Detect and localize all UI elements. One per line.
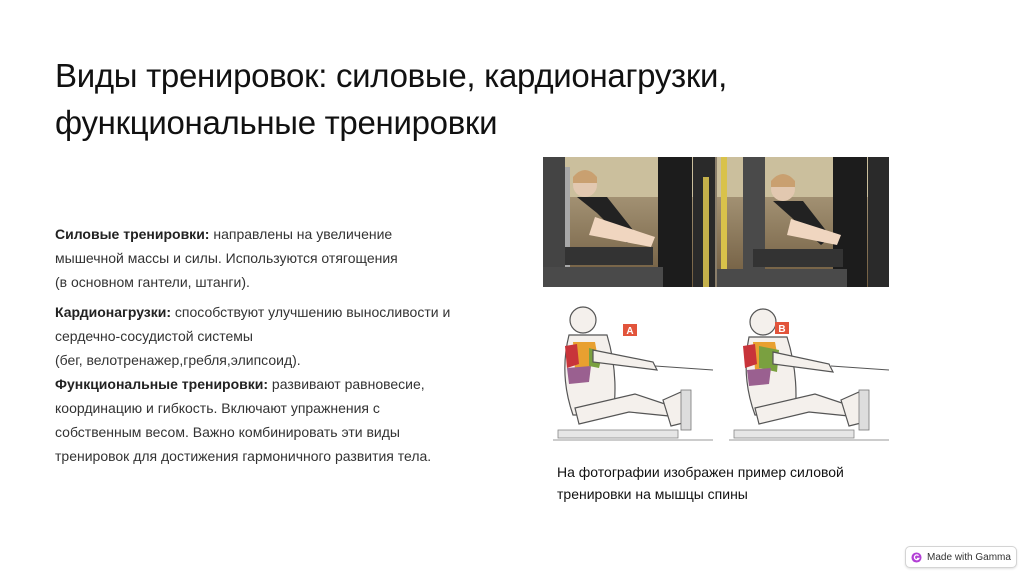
functional-paragraph	[55, 372, 515, 468]
functional-text-2: координацию и гибкость. Включают упражнения с	[55, 400, 380, 416]
made-with-gamma-badge[interactable]	[905, 546, 1017, 568]
cardio-label: Кардионагрузки:	[55, 304, 172, 320]
cardio-paragraph	[55, 300, 515, 372]
title-line-1: Виды тренировок: силовые, кардионагрузки,	[55, 57, 728, 94]
panel-a	[553, 307, 713, 440]
functional-text-1: развивают равновесие,	[268, 376, 425, 392]
rowing-illustration	[543, 290, 889, 450]
label-b: B	[778, 324, 786, 335]
functional-text-4: тренировок для достижения гармоничного развития тела.	[55, 448, 432, 464]
strength-paragraph	[55, 222, 515, 294]
gamma-logo-icon	[911, 552, 922, 563]
strength-text-1: направлены на увеличение	[209, 226, 393, 242]
rowing-illustration-image	[543, 290, 889, 450]
functional-label: Функциональные тренировки:	[55, 376, 269, 392]
strength-label: Силовые тренировки:	[55, 226, 210, 242]
caption-line-2: тренировки на мышцы спины	[557, 486, 748, 502]
label-a: A	[626, 326, 634, 337]
slide-title	[55, 52, 855, 146]
strength-text-2: мышечной массы и силы. Используются отягощения	[55, 250, 398, 266]
strength-text-3: (в основном гантели, штанги).	[55, 274, 250, 290]
figure-caption	[557, 461, 897, 505]
body-text	[55, 222, 515, 474]
gym-photo-image	[543, 157, 889, 287]
panel-b	[729, 309, 889, 440]
caption-line-1: На фотографии изображен пример силовой	[557, 464, 844, 480]
badge-label: Made with Gamma	[927, 551, 1011, 563]
cardio-text-1: способствуют улучшению выносливости и	[171, 304, 451, 320]
functional-text-3: собственным весом. Важно комбинировать эти виды	[55, 424, 400, 440]
gym-photo	[543, 157, 889, 287]
cardio-text-3: (бег, велотренажер,гребля,элипсоид).	[55, 352, 301, 368]
title-line-2: функциональные тренировки	[55, 104, 498, 141]
cardio-text-2: сердечно-сосудистой системы	[55, 328, 253, 344]
